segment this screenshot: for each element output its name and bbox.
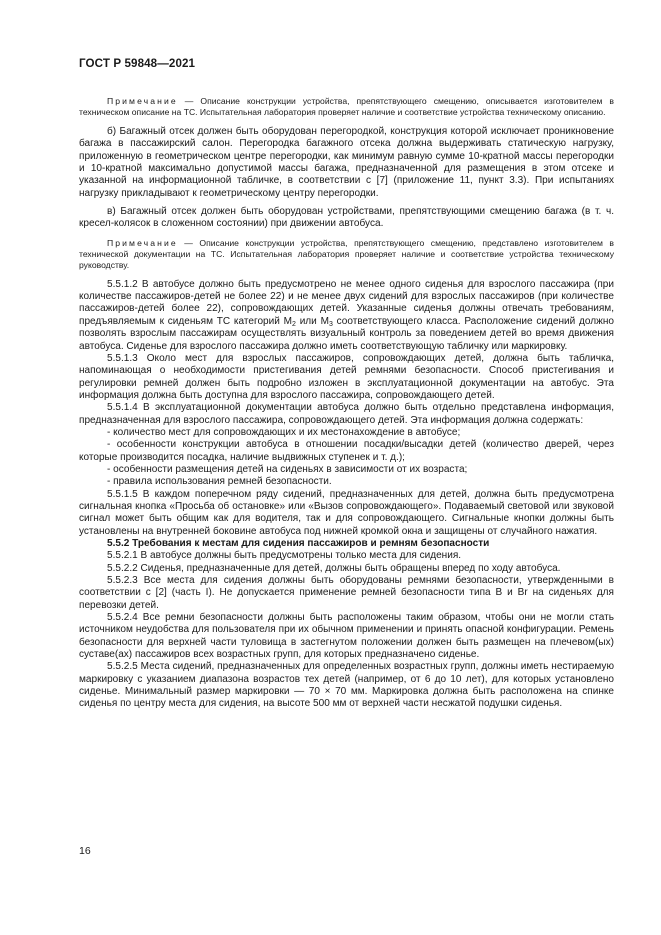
clause-5-5-2-4: 5.5.2.4 Все ремни безопасности должны быть расположены таким образом, чтобы они не могли стать источником неудобства для пользователя при их обычном применении и принять опасной конфигурации. Ремень безопасности для верхней части туловища в застегнутом положении должен быть размещен на плечевом(ых) суставе(ах) пассажиров всех возрастных групп, для которых предназначено сиденье. xyxy=(79,612,614,661)
list-item: - особенности конструкции автобуса в отношении посадки/высадки детей (количество дверей, через которые производится посадка, наличие выдвижных ступенек и т. д.); xyxy=(79,439,614,463)
clause-5-5-1-4: 5.5.1.4 В эксплуатационной документации автобуса должно быть отдельно представлена информация, предназначенная для взрослого пассажира, сопровождающего детей. Эта информация должна содержать: xyxy=(79,402,614,426)
list-item: - особенности размещения детей на сиденьях в зависимости от их возраста; xyxy=(107,463,468,475)
clause-5-5-1-3: 5.5.1.3 Около мест для взрослых пассажиров, сопровождающих детей, должна быть табличка, напоминающая о необходимости пристегивания детей ремнями безопасности. Способ пристегивания и регулировки ремней должен быть подробно изложен в эксплуатационной документации на автобус. Эта информация должна быть доступна для взрослого пассажира, сопровождающего детей. xyxy=(79,352,614,401)
clause-5-5-2-3: 5.5.2.3 Все места для сидения должны быть оборудованы ремнями безопасности, утвержденными в соответствии с [2] (часть I). Не допускается применение ремней безопасности типа В и Вr на сиденьях для перевозки детей. xyxy=(79,575,614,611)
clause-5-5-2-5: 5.5.2.5 Места сидений, предназначенных для определенных возрастных групп, должны иметь нестираемую маркировку с указанием диапазона возрастов тех детей (например, от 6 до 10 лет), для которых установлено сиденье. Минимальный размер маркировки — 70 × 70 мм. Маркировка должна быть расположена на спинке сиденья по центру места для сидения, на высоте 500 мм от верхней части несжатой подушки сиденья. xyxy=(79,661,614,710)
list-item: - правила использования ремней безопасности. xyxy=(107,476,332,488)
note-paragraph xyxy=(79,238,614,272)
page-number: 16 xyxy=(79,845,91,857)
document-body xyxy=(79,96,614,711)
section-heading: 5.5.2 Требования к местам для сидения пассажиров и ремням безопасности xyxy=(107,538,490,549)
note-paragraph xyxy=(79,96,614,119)
note-text: — Описание конструкции устройства, препятствующего смещению, представлено изготовителем в технической документации на ТС. Испытательная лаборатория проверяет наличие и соответствие устройства техническому руководству. xyxy=(79,237,614,271)
clause-5-5-1-5: 5.5.1.5 В каждом поперечном ряду сидений, предназначенных для детей, должна быть предусмотрена сигнальная кнопка «Просьба об остановке» или «Вызов сопровождающего». Подаваемый световой или звуковой сигнал может быть общим как для водителя, так и для сопровождающего. Сигнальные кнопки должны быть установлены на внутренней боковине автобуса под нижней кромкой окна и защищены от случайного нажатия. xyxy=(79,488,614,537)
note-text: — Описание конструкции устройства, препятствующего смещению, описывается изготовителем в техническом описание на ТС. Испытательная лаборатория проверяет наличие и соответствие устройства техническому описанию. xyxy=(79,96,614,118)
clause-5-5-1-2: 5.5.1.2 В автобусе должно быть предусмотрено не менее одного сиденья для взрослого пассажира (при количестве пассажиров-детей не более 22) и не менее двух сидений для взрослых пассажиров (при количестве пассажиров-детей более 22), сопровождающих детей. Указанные сиденья должны отвечать требованиям, предъявляемым к сиденьям ТС категорий $М_2$ или $М_3$ соответствующего класса. Расположение сидений должно позволять взрослым пассажирам осуществлять визуальный контроль за поведением детей во время движения автобуса. Сиденье для взрослого пассажира должно иметь соответствующую табличку или маркировку. xyxy=(79,278,614,352)
clause-5-5-2-1: 5.5.2.1 В автобусе должны быть предусмотрены только места для сидения. xyxy=(107,550,462,562)
note-label: Примечание xyxy=(107,237,178,248)
note-label: Примечание xyxy=(107,96,178,106)
document-header: ГОСТ Р 59848—2021 xyxy=(79,57,196,70)
clause-5-5-2-2: 5.5.2.2 Сиденья, предназначенные для детей, должны быть обращены вперед по ходу автобуса. xyxy=(107,562,561,574)
paragraph-v: в) Багажный отсек должен быть оборудован устройствами, препятствующими смещению багажа (в т. ч. кресел-колясок в сложенном состоянии) при движении автобуса. xyxy=(79,205,614,230)
paragraph-b: б) Багажный отсек должен быть оборудован перегородкой, конструкция которой исключает проникновение багажа в пассажирский салон. Перегородка багажного отсека должна выдерживать статическую нагрузку, приложенную в геометрическом центре перегородки, как минимум равную сумме 10-кратной массы перегородки и 10-кратной максимально допустимой массы багажа, предназначенной для размещения в этом отсеке и указанной на информационной табличке, в соответствии с [7] (приложение 11, пункт 3.3). При испытаниях нагрузку прикладывают к геометрическому центру перегородки. xyxy=(79,125,614,199)
list-item: - количество мест для сопровождающих и их местонахождение в автобусе; xyxy=(107,426,461,438)
